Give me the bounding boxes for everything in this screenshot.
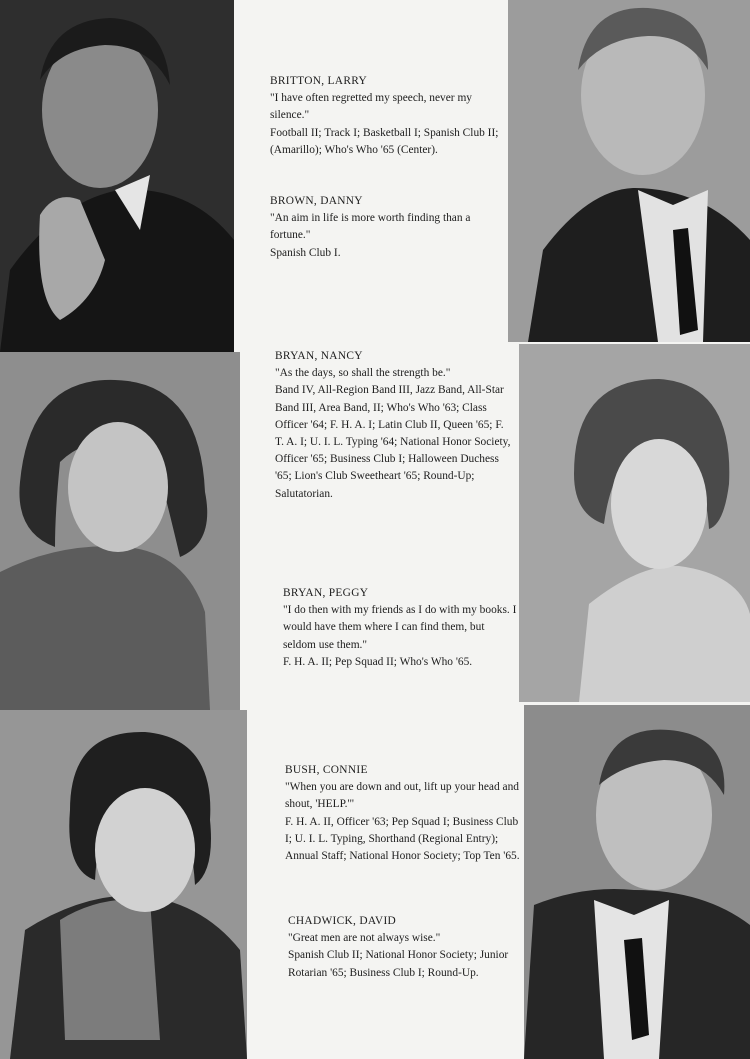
student-activities: F. H. A. II, Officer '63; Pep Squad I; Business Club I; U. I. L. Typing, Shorthand (Regional Entry); Annual Staff; National Honor Society; Top Ten '65. bbox=[285, 815, 520, 863]
bio-brown-danny bbox=[270, 193, 506, 262]
student-quote: "As the days, so shall the strength be." bbox=[275, 367, 451, 380]
student-quote: "An aim in life is more worth finding than a fortune." bbox=[270, 212, 471, 242]
student-quote: "When you are down and out, lift up your head and shout, 'HELP.'" bbox=[285, 781, 519, 811]
student-name: BROWN, DANNY bbox=[270, 195, 363, 207]
portrait-bryan-nancy bbox=[0, 352, 240, 710]
portrait-bryan-peggy bbox=[519, 344, 750, 702]
student-activities: Football II; Track I; Basketball I; Spanish Club II; (Amarillo); Who's Who '65 (Center). bbox=[270, 126, 499, 156]
bio-bryan-nancy bbox=[275, 348, 511, 503]
student-activities: Spanish Club II; National Honor Society; Junior Rotarian '65; Business Club I; Round-Up. bbox=[288, 949, 509, 979]
student-name: BRYAN, PEGGY bbox=[283, 587, 369, 599]
student-name: BUSH, CONNIE bbox=[285, 764, 368, 776]
student-activities: Spanish Club I. bbox=[270, 246, 341, 259]
bio-bryan-peggy bbox=[283, 585, 519, 671]
student-quote: "I have often regretted my speech, never my silence." bbox=[270, 92, 473, 122]
student-name: CHADWICK, DAVID bbox=[288, 915, 397, 927]
student-name: BRITTON, LARRY bbox=[270, 75, 368, 87]
student-activities: F. H. A. II; Pep Squad II; Who's Who '65. bbox=[283, 655, 473, 668]
student-name: BRYAN, NANCY bbox=[275, 350, 363, 362]
portrait-bush-connie bbox=[0, 710, 247, 1059]
bio-bush-connie bbox=[285, 762, 521, 865]
student-activities: Band IV, All-Region Band III, Jazz Band, All-Star Band III, Area Band, II; Who's Who '63; Class Officer '64; F. H. A. I; Latin Club II, Queen '65; F. T. A. I; U. I. L. Typing '64; National Honor Society, Officer '65; Business Club I; Halloween Duchess '65; Lion's Club Sweetheart '65; Round-Up; Salutatorian. bbox=[275, 384, 511, 500]
portrait-chadwick-david bbox=[524, 705, 750, 1059]
bio-chadwick-david bbox=[288, 913, 524, 982]
bio-britton-larry bbox=[270, 73, 506, 159]
portrait-brown-danny bbox=[508, 0, 750, 342]
student-quote: "I do then with my friends as I do with my books. I would have them where I can find them, but seldom use them." bbox=[283, 604, 517, 651]
portrait-britton-larry bbox=[0, 0, 234, 352]
student-quote: "Great men are not always wise." bbox=[288, 932, 441, 945]
